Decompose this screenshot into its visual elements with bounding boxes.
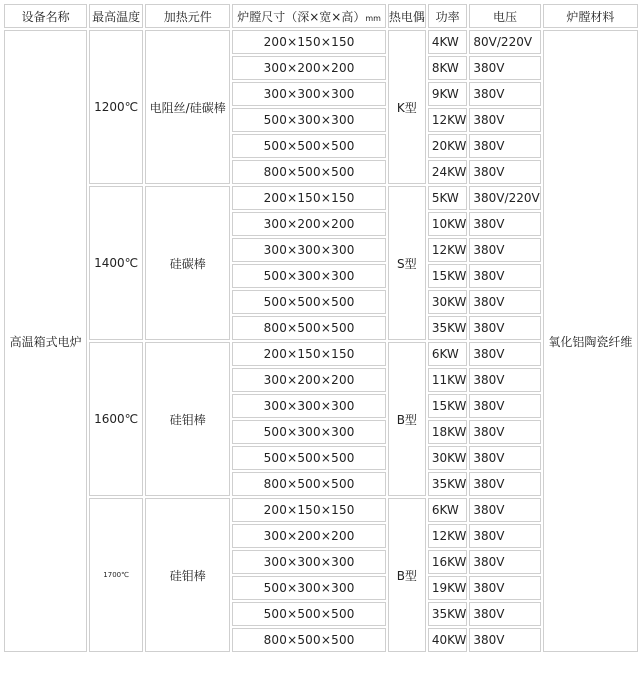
chamber-size-cell: 800×500×500 [232,316,385,340]
power-cell: 4KW [428,30,468,54]
voltage-cell: 380V [469,264,540,288]
voltage-cell: 380V [469,368,540,392]
voltage-cell: 380V [469,628,540,652]
header-device-name: 设备名称 [4,4,87,28]
voltage-cell: 380V [469,238,540,262]
power-cell: 10KW [428,212,468,236]
power-cell: 15KW [428,264,468,288]
power-cell: 5KW [428,186,468,210]
voltage-cell: 380V [469,160,540,184]
power-cell: 6KW [428,498,468,522]
power-cell: 19KW [428,576,468,600]
heating-element-cell: 硅钼棒 [145,498,230,652]
max-temp-cell: 1200℃ [89,30,143,184]
power-cell: 30KW [428,290,468,314]
thermocouple-cell: B型 [388,498,426,652]
header-chamber-material: 炉膛材料 [543,4,638,28]
chamber-size-cell: 500×500×500 [232,134,385,158]
voltage-cell: 380V [469,290,540,314]
voltage-cell: 380V [469,134,540,158]
chamber-size-cell: 800×500×500 [232,472,385,496]
voltage-cell: 380V [469,56,540,80]
table-row [4,30,638,54]
chamber-size-cell: 200×150×150 [232,186,385,210]
header-voltage: 电压 [469,4,540,28]
chamber-size-cell: 300×300×300 [232,550,385,574]
max-temp-cell: 1700℃ [89,498,143,652]
voltage-cell: 380V [469,420,540,444]
header-power: 功率 [428,4,468,28]
chamber-material-cell: 氧化铝陶瓷纤维 [543,30,638,652]
power-cell: 35KW [428,472,468,496]
thermocouple-cell: B型 [388,342,426,496]
power-cell: 30KW [428,446,468,470]
chamber-size-cell: 300×300×300 [232,238,385,262]
voltage-cell: 380V [469,550,540,574]
power-cell: 40KW [428,628,468,652]
voltage-cell: 380V [469,524,540,548]
chamber-size-cell: 500×300×300 [232,108,385,132]
voltage-cell: 380V [469,394,540,418]
furnace-spec-table [2,2,640,654]
max-temp-cell: 1400℃ [89,186,143,340]
chamber-size-cell: 500×300×300 [232,576,385,600]
voltage-cell: 380V [469,108,540,132]
power-cell: 12KW [428,238,468,262]
chamber-size-cell: 200×150×150 [232,342,385,366]
voltage-cell: 380V [469,212,540,236]
spec-table-body [4,30,638,652]
chamber-size-cell: 500×300×300 [232,264,385,288]
chamber-size-cell: 500×500×500 [232,290,385,314]
power-cell: 12KW [428,108,468,132]
chamber-size-cell: 800×500×500 [232,628,385,652]
power-cell: 18KW [428,420,468,444]
power-cell: 9KW [428,82,468,106]
voltage-cell: 380V [469,602,540,626]
chamber-size-cell: 500×500×500 [232,446,385,470]
chamber-size-cell: 200×150×150 [232,30,385,54]
power-cell: 24KW [428,160,468,184]
voltage-cell: 380V/220V [469,186,540,210]
voltage-cell: 380V [469,446,540,470]
voltage-cell: 380V [469,82,540,106]
device-name-cell: 高温箱式电炉 [4,30,87,652]
header-max-temp: 最高温度 [89,4,143,28]
power-cell: 6KW [428,342,468,366]
voltage-cell: 80V/220V [469,30,540,54]
chamber-size-cell: 500×300×300 [232,420,385,444]
chamber-size-cell: 300×200×200 [232,368,385,392]
power-cell: 11KW [428,368,468,392]
voltage-cell: 380V [469,342,540,366]
chamber-size-cell: 500×500×500 [232,602,385,626]
power-cell: 35KW [428,602,468,626]
heating-element-cell: 硅碳棒 [145,186,230,340]
header-chamber-size-label: 炉膛尺寸（深×宽×高） [237,9,366,24]
power-cell: 15KW [428,394,468,418]
header-chamber-unit: mm [365,13,381,23]
header-thermocouple: 热电偶 [388,4,426,28]
heating-element-cell: 硅钼棒 [145,342,230,496]
power-cell: 12KW [428,524,468,548]
voltage-cell: 380V [469,316,540,340]
thermocouple-cell: K型 [388,30,426,184]
voltage-cell: 380V [469,498,540,522]
voltage-cell: 380V [469,576,540,600]
voltage-cell: 380V [469,472,540,496]
power-cell: 35KW [428,316,468,340]
header-heating-element: 加热元件 [145,4,230,28]
chamber-size-cell: 300×300×300 [232,82,385,106]
chamber-size-cell: 800×500×500 [232,160,385,184]
heating-element-cell: 电阻丝/硅碳棒 [145,30,230,184]
chamber-size-cell: 300×200×200 [232,524,385,548]
chamber-size-cell: 300×300×300 [232,394,385,418]
chamber-size-cell: 200×150×150 [232,498,385,522]
chamber-size-cell: 300×200×200 [232,56,385,80]
header-row [4,4,638,28]
power-cell: 16KW [428,550,468,574]
power-cell: 8KW [428,56,468,80]
chamber-size-cell: 300×200×200 [232,212,385,236]
max-temp-cell: 1600℃ [89,342,143,496]
thermocouple-cell: S型 [388,186,426,340]
power-cell: 20KW [428,134,468,158]
header-chamber-size [232,4,385,28]
